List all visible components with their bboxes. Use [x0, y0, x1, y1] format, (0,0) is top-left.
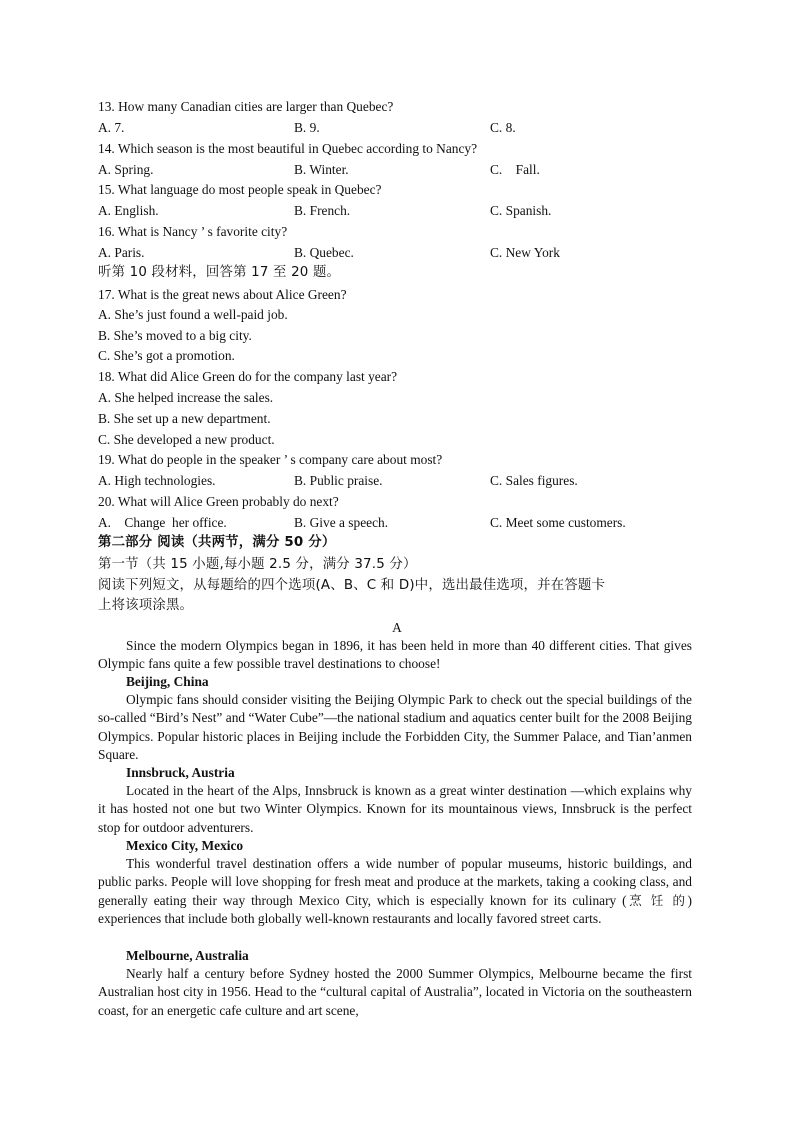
intro-text: Since the modern Olympics began in 1896, it has been held in more than 40 different cities. That gives Olympic fans quite a few possible travel destinations to choose!	[98, 638, 692, 672]
question-20: 20. What will Alice Green probably do next?	[98, 494, 339, 509]
question-15: 15. What language do most people speak in Quebec?	[98, 182, 382, 197]
q18-option-a: A. She helped increase the sales.	[98, 390, 274, 405]
innsbruck-paragraph	[98, 782, 692, 837]
culinary-chinese-note: 烹 饪 的	[626, 892, 688, 908]
q20-option-b: B. Give a speech.	[294, 515, 389, 530]
q13-option-b: B. 9.	[294, 120, 320, 135]
mexico-text-after: ) experiences that include both globally well-known restaurants and locally favored street carts.	[98, 892, 692, 926]
question-13: 13. How many Canadian cities are larger than Quebec?	[98, 99, 394, 114]
question-18: 18. What did Alice Green do for the company last year?	[98, 369, 398, 384]
question-16: 16. What is Nancy ’ s favorite city?	[98, 224, 288, 239]
q16-option-b: B. Quebec.	[294, 245, 354, 260]
q13-option-c: C. 8.	[490, 120, 516, 135]
question-17: 17. What is the great news about Alice Green?	[98, 287, 347, 302]
instructions-line-2: 上将该项涂黑。	[98, 598, 194, 613]
beijing-text: Olympic fans should consider visiting the Beijing Olympic Park to check out the special buildings of the so-called “Bird’s Nest” and “Water Cube”—the national stadium and aquatics center built for the 2008 Beijing Olympics. Popular historic places in Beijing include the Forbidden City, the Summer Palace, and Tian’anmen Square.	[98, 692, 692, 762]
q20-option-a: A. Change her office.	[98, 515, 227, 530]
mexico-city-paragraph	[98, 855, 692, 928]
q19-option-b: B. Public praise.	[294, 473, 383, 488]
question-14: 14. Which season is the most beautiful in Quebec according to Nancy?	[98, 141, 478, 156]
q18-option-b: B. She set up a new department.	[98, 411, 271, 426]
q15-option-a: A. English.	[98, 203, 159, 218]
section-10-heading: 听第 10 段材料，回答第 17 至 20 题。	[98, 265, 341, 280]
q18-option-c: C. She developed a new product.	[98, 432, 275, 447]
intro-paragraph	[98, 637, 692, 674]
q20-option-c: C. Meet some customers.	[490, 515, 626, 530]
q14-option-c: C. Fall.	[490, 162, 540, 177]
city-heading-innsbruck: Innsbruck, Austria	[126, 765, 235, 780]
q13-option-a: A. 7.	[98, 120, 125, 135]
city-heading-beijing: Beijing, China	[126, 674, 209, 689]
question-19: 19. What do people in the speaker ’ s company care about most?	[98, 452, 443, 467]
q19-option-c: C. Sales figures.	[490, 473, 578, 488]
melbourne-text: Nearly half a century before Sydney hosted the 2000 Summer Olympics, Melbourne became the first Australian host city in 1956. Head to the “cultural capital of Australia”, located in Victoria on the southeastern coast, for an energetic cafe culture and art scene,	[98, 966, 692, 1018]
instructions-line-1: 阅读下列短文，从每题给的四个选项(A、B、C 和 D)中，选出最佳选项，并在答题卡	[98, 578, 606, 593]
melbourne-paragraph	[98, 965, 692, 1020]
q14-option-a: A. Spring.	[98, 162, 154, 177]
q14-option-b: B. Winter.	[294, 162, 349, 177]
q17-option-a: A. She’s just found a well-paid job.	[98, 307, 288, 322]
q15-option-c: C. Spanish.	[490, 203, 552, 218]
city-heading-melbourne: Melbourne, Australia	[126, 948, 249, 963]
q19-option-a: A. High technologies.	[98, 473, 216, 488]
city-heading-mexico-city: Mexico City, Mexico	[126, 838, 244, 853]
mexico-text-before: This wonderful travel destination offers a wide number of popular museums, historic buildings, and public parks. People will love shopping for fresh meat and produce at the markets, taking a cooking class, and generally eating their way through Mexico City, which is especially known for its culinary (	[98, 856, 692, 908]
passage-label: A	[392, 620, 402, 635]
q16-option-c: C. New York	[490, 245, 560, 260]
section-1-title: 第一节（共 15 小题,每小题 2.5 分，满分 37.5 分）	[98, 557, 417, 572]
part-2-title: 第二部分 阅读（共两节，满分 50 分）	[98, 535, 336, 550]
q16-option-a: A. Paris.	[98, 245, 145, 260]
q15-option-b: B. French.	[294, 203, 351, 218]
q17-option-b: B. She’s moved to a big city.	[98, 328, 252, 343]
innsbruck-text: Located in the heart of the Alps, Innsbruck is known as a great winter destination —which explains why it has hosted not one but two Winter Olympics. Known for its mountainous views, Innsbruck is the perfect stop for outdoor adventurers.	[98, 783, 692, 835]
beijing-paragraph	[98, 691, 692, 764]
q17-option-c: C. She’s got a promotion.	[98, 348, 235, 363]
